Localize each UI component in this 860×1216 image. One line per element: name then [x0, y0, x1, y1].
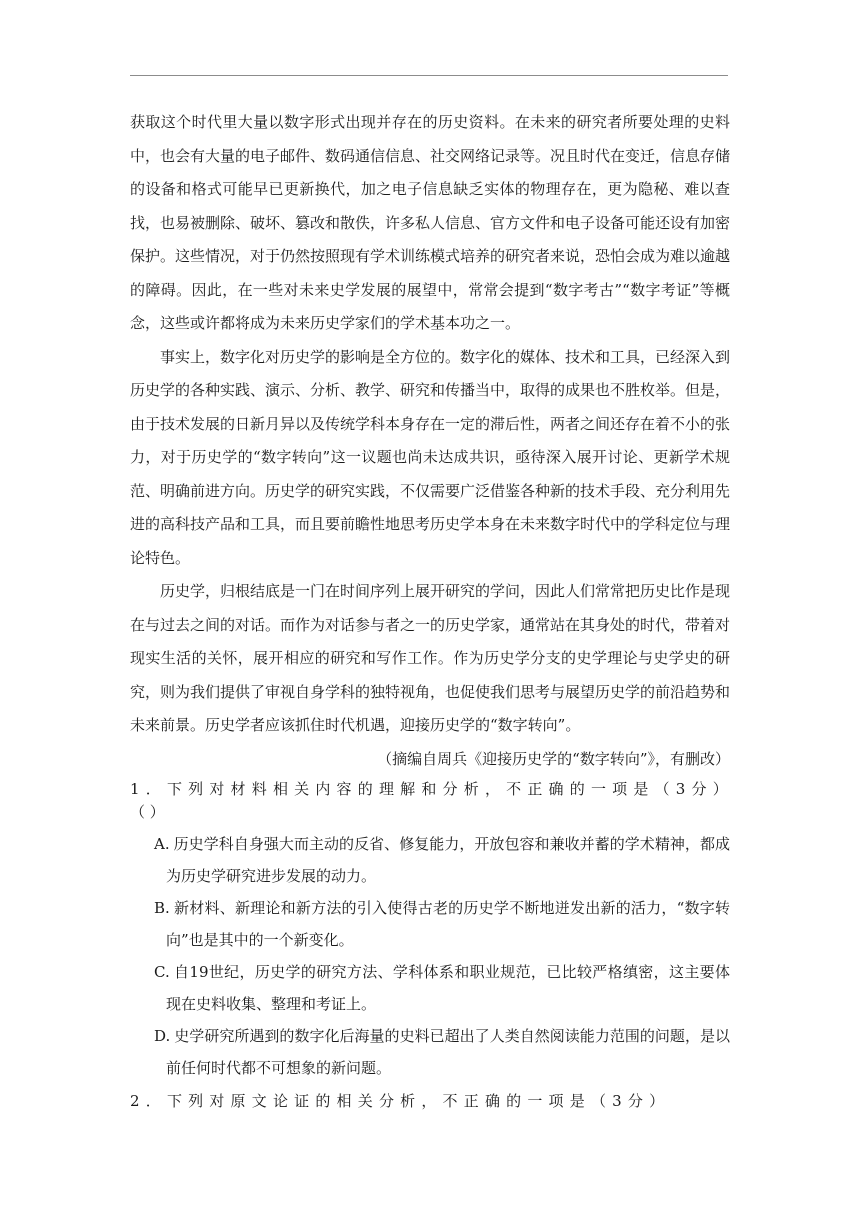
option-a-text: 历史学科自身强大而主动的反省、修复能力，开放包容和兼收并蓄的学术精神，都成为历史学研究进步发展的动力。 — [166, 835, 730, 885]
question-1-stem: 1．下列对材料相关内容的理解和分析，不正确的一项是（3分） — [130, 780, 734, 798]
question-2 — [130, 1088, 730, 1114]
option-a — [136, 828, 730, 892]
option-a-letter: A. — [154, 835, 170, 853]
passage-source: （摘编自周兵《迎接历史学的“数字转向”》，有删改） — [377, 749, 730, 768]
option-b-text: 新材料、新理论和新方法的引入使得古老的历史学不断地迸发出新的活力，“数字转向”也是其中的一个新变化。 — [166, 899, 730, 949]
option-d — [136, 1020, 730, 1084]
question-1-options — [130, 828, 730, 1084]
option-d-text: 史学研究所遇到的数字化后海量的史料已超出了人类自然阅读能力范围的问题，是以前任何时代都不可想象的新问题。 — [166, 1027, 730, 1077]
option-b-letter: B. — [154, 899, 170, 917]
passage-paragraph-3: 历史学，归根结底是一门在时间序列上展开研究的学问，因此人们常常把历史比作是现在与过去之间的对话。而作为对话参与者之一的历史学家，通常站在其身处的时代，带着对现实生活的关怀，展开相应的研究和写作工作。作为历史学分支的史学理论与史学史的研究，则为我们提供了审视自身学科的独特视角，也促使我们思考与展望历史学的前沿趋势和未来前景。历史学者应该抓住时代机遇，迎接历史学的“数字转向”。 — [130, 582, 731, 734]
option-d-letter: D. — [154, 1027, 171, 1045]
passage-paragraph-1: 获取这个时代里大量以数字形式出现并存在的历史资料。在未来的研究者所要处理的史料中，也会有大量的电子邮件、数码通信信息、社交网络记录等。况且时代在变迁，信息存储的设备和格式可能早已更新换代，加之电子信息缺乏实体的物理存在，更为隐秘、难以查找，也易被删除、破坏、篡改和散佚，许多私人信息、官方文件和电子设备可能还设有加密保护。这些情况，对于仍然按照现有学术训练模式培养的研究者来说，恐怕会成为难以逾越的障碍。因此，在一些对未来史学发展的展望中，常常会提到“数字考古”“数字考证”等概念，这些或许都将成为未来历史学家们的学术基本功之一。 — [130, 113, 731, 332]
question-1-answer-blank: （ ） — [130, 803, 165, 821]
header-rule — [130, 75, 728, 76]
question-2-stem: 2．下列对原文论证的相关分析，不正确的一项是（3分） — [130, 1092, 671, 1110]
option-c-letter: C. — [154, 963, 170, 981]
passage-paragraph-2: 事实上，数字化对历史学的影响是全方位的。数字化的媒体、技术和工具，已经深入到历史学的各种实践、演示、分析、教学、研究和传播当中，取得的成果也不胜枚举。但是，由于技术发展的日新月异以及传统学科本身存在一定的滞后性，两者之间还存在着不小的张力，对于历史学的“数字转向”这一议题也尚未达成共识，亟待深入展开讨论、更新学术规范、明确前进方向。历史学的研究实践，不仅需要广泛借鉴各种新的技术手段、充分利用先进的高科技产品和工具，而且要前瞻性地思考历史学本身在未来数字时代中的学科定位与理论特色。 — [130, 347, 731, 567]
option-c — [136, 956, 730, 1020]
document-body — [130, 106, 734, 1114]
option-b — [136, 892, 730, 956]
option-c-text: 自19世纪，历史学的研究方法、学科体系和职业规范，已比较严格缜密，这主要体现在史料收集、整理和考证上。 — [166, 963, 730, 1013]
question-1 — [130, 776, 734, 1084]
